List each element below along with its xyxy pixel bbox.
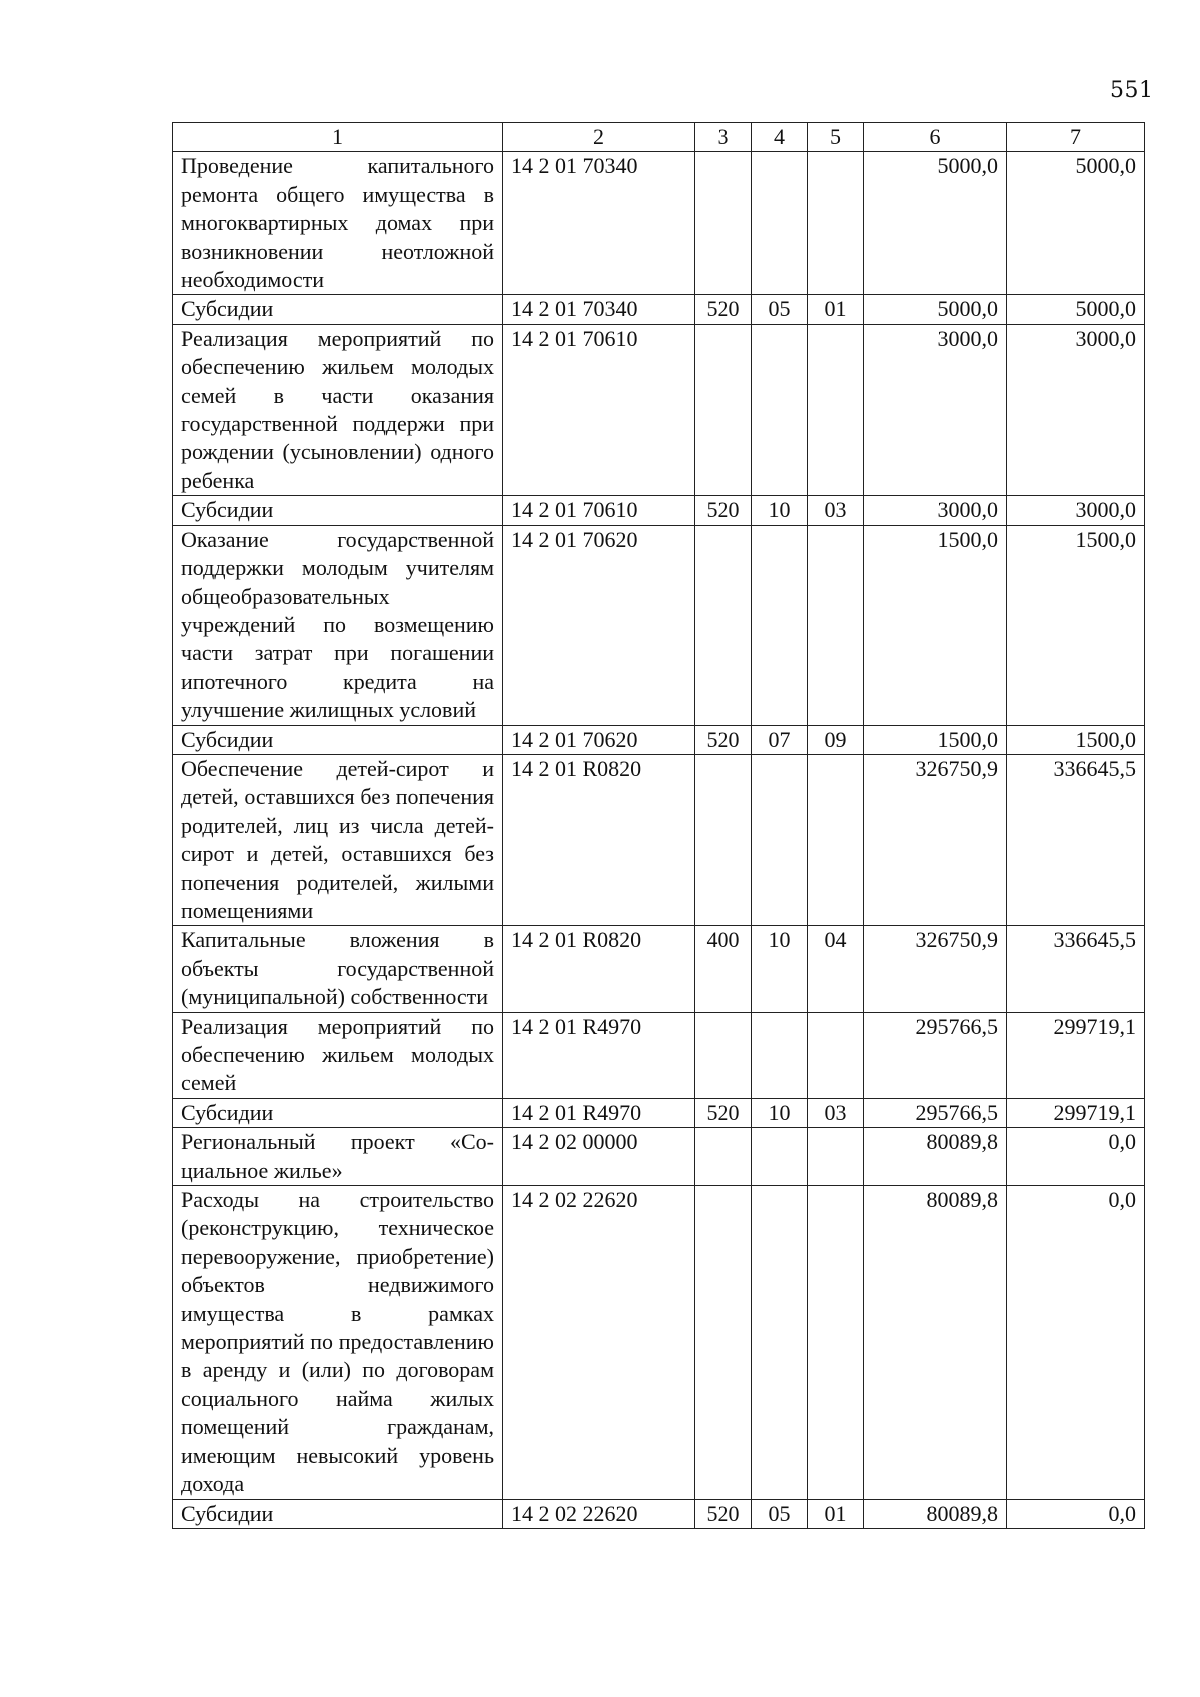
- row-name: Реализация мероприятий по обеспечению жильем молодых семей: [173, 1012, 503, 1098]
- row-name: Субсидии: [173, 1098, 503, 1127]
- row-target-code: 14 2 01 70610: [503, 496, 695, 525]
- row-target-code: 14 2 01 70340: [503, 152, 695, 295]
- row-expense-type: 520: [695, 1098, 752, 1127]
- table-row: [173, 1186, 1145, 1499]
- row-section: [752, 525, 808, 725]
- table-row: [173, 725, 1145, 754]
- row-subsection: [808, 1012, 864, 1098]
- row-expense-type: [695, 525, 752, 725]
- row-expense-type: [695, 1186, 752, 1499]
- row-amount-year-2: 5000,0: [1007, 295, 1145, 324]
- row-target-code: 14 2 02 22620: [503, 1499, 695, 1528]
- row-amount-year-2: 0,0: [1007, 1186, 1145, 1499]
- row-amount-year-1: 3000,0: [864, 496, 1007, 525]
- row-amount-year-1: 326750,9: [864, 754, 1007, 925]
- row-subsection: 03: [808, 1098, 864, 1127]
- row-expense-type: 520: [695, 496, 752, 525]
- row-section: [752, 1186, 808, 1499]
- row-amount-year-1: 80089,8: [864, 1499, 1007, 1528]
- row-name: Расходы на строительство (реконструкцию, техническое перевооружение, приобретение) объектов недвижимого имущества в рамках мероприятий по предоставлению в аренду и (или) по договорам социального найма жилых помещений гражданам, имеющим невысокий уровень дохода: [173, 1186, 503, 1499]
- table-row: [173, 754, 1145, 925]
- row-name: Реализация мероприятий по обеспечению жильем молодых семей в части оказания государственной поддержи при рождении (усыновлении) одного ребенка: [173, 324, 503, 495]
- table-row: [173, 152, 1145, 295]
- row-subsection: 01: [808, 1499, 864, 1528]
- row-section: 07: [752, 725, 808, 754]
- row-section: 10: [752, 496, 808, 525]
- row-amount-year-1: 3000,0: [864, 324, 1007, 495]
- row-expense-type: 520: [695, 725, 752, 754]
- row-subsection: [808, 754, 864, 925]
- row-section: [752, 324, 808, 495]
- row-subsection: 09: [808, 725, 864, 754]
- row-name: Оказание государственной поддержки молодым учителям общеобразовательных учреждений по возмещению части затрат при погашении ипотечного кредита на улучшение жилищных условий: [173, 525, 503, 725]
- row-section: 05: [752, 295, 808, 324]
- row-amount-year-2: 336645,5: [1007, 754, 1145, 925]
- row-amount-year-2: 299719,1: [1007, 1098, 1145, 1127]
- row-target-code: 14 2 01 R0820: [503, 754, 695, 925]
- row-section: [752, 1128, 808, 1186]
- table-row: [173, 1128, 1145, 1186]
- row-name: Проведение капитального ремонта общего имущества в многоквартирных домах при возникновении неотложной необходимости: [173, 152, 503, 295]
- row-subsection: [808, 1186, 864, 1499]
- row-section: 05: [752, 1499, 808, 1528]
- row-expense-type: 520: [695, 1499, 752, 1528]
- column-header-4: 4: [752, 123, 808, 152]
- table-row: [173, 324, 1145, 495]
- row-section: [752, 152, 808, 295]
- row-subsection: [808, 1128, 864, 1186]
- column-header-3: 3: [695, 123, 752, 152]
- page-number: 551: [1110, 78, 1154, 103]
- column-header-7: 7: [1007, 123, 1145, 152]
- row-amount-year-2: 1500,0: [1007, 525, 1145, 725]
- row-section: [752, 754, 808, 925]
- row-target-code: 14 2 01 70620: [503, 525, 695, 725]
- row-target-code: 14 2 01 70620: [503, 725, 695, 754]
- row-amount-year-1: 80089,8: [864, 1186, 1007, 1499]
- row-name: Субсидии: [173, 295, 503, 324]
- row-name: Субсидии: [173, 496, 503, 525]
- row-amount-year-2: 1500,0: [1007, 725, 1145, 754]
- row-subsection: [808, 525, 864, 725]
- row-amount-year-1: 1500,0: [864, 525, 1007, 725]
- table-row: [173, 1012, 1145, 1098]
- row-name: Субсидии: [173, 725, 503, 754]
- row-expense-type: [695, 754, 752, 925]
- row-amount-year-2: 299719,1: [1007, 1012, 1145, 1098]
- row-amount-year-1: 295766,5: [864, 1012, 1007, 1098]
- row-expense-type: 520: [695, 295, 752, 324]
- row-subsection: [808, 152, 864, 295]
- row-expense-type: 400: [695, 926, 752, 1012]
- row-name: Региональный проект «Социальное жилье»: [173, 1128, 503, 1186]
- row-expense-type: [695, 152, 752, 295]
- row-amount-year-1: 1500,0: [864, 725, 1007, 754]
- column-header-5: 5: [808, 123, 864, 152]
- row-target-code: 14 2 02 22620: [503, 1186, 695, 1499]
- row-target-code: 14 2 01 R4970: [503, 1012, 695, 1098]
- row-expense-type: [695, 1012, 752, 1098]
- column-header-2: 2: [503, 123, 695, 152]
- row-amount-year-2: 336645,5: [1007, 926, 1145, 1012]
- row-name: Капитальные вложения в объекты государственной (муниципальной) собственности: [173, 926, 503, 1012]
- row-amount-year-2: 5000,0: [1007, 152, 1145, 295]
- row-name: Обеспечение детей-сирот и детей, оставшихся без попечения родителей, лиц из числа детей-сирот и детей, оставшихся без попечения родителей, жилыми помещениями: [173, 754, 503, 925]
- row-section: [752, 1012, 808, 1098]
- row-amount-year-2: 3000,0: [1007, 496, 1145, 525]
- budget-table: [172, 122, 1145, 1529]
- table-header: [173, 123, 1145, 152]
- row-target-code: 14 2 02 00000: [503, 1128, 695, 1186]
- row-subsection: 01: [808, 295, 864, 324]
- row-amount-year-2: 0,0: [1007, 1499, 1145, 1528]
- row-expense-type: [695, 1128, 752, 1186]
- column-header-1: 1: [173, 123, 503, 152]
- row-target-code: 14 2 01 70610: [503, 324, 695, 495]
- row-expense-type: [695, 324, 752, 495]
- row-amount-year-1: 5000,0: [864, 152, 1007, 295]
- row-subsection: 04: [808, 926, 864, 1012]
- row-amount-year-2: 3000,0: [1007, 324, 1145, 495]
- row-amount-year-1: 295766,5: [864, 1098, 1007, 1127]
- row-target-code: 14 2 01 R4970: [503, 1098, 695, 1127]
- table-row: [173, 525, 1145, 725]
- row-amount-year-2: 0,0: [1007, 1128, 1145, 1186]
- table-body: [173, 152, 1145, 1529]
- header-row: [173, 123, 1145, 152]
- row-amount-year-1: 80089,8: [864, 1128, 1007, 1186]
- row-name: Субсидии: [173, 1499, 503, 1528]
- table-row: [173, 926, 1145, 1012]
- column-header-6: 6: [864, 123, 1007, 152]
- table-row: [173, 496, 1145, 525]
- row-section: 10: [752, 926, 808, 1012]
- row-target-code: 14 2 01 70340: [503, 295, 695, 324]
- row-subsection: [808, 324, 864, 495]
- table-row: [173, 1098, 1145, 1127]
- row-section: 10: [752, 1098, 808, 1127]
- table-row: [173, 1499, 1145, 1528]
- row-target-code: 14 2 01 R0820: [503, 926, 695, 1012]
- row-amount-year-1: 326750,9: [864, 926, 1007, 1012]
- row-subsection: 03: [808, 496, 864, 525]
- row-amount-year-1: 5000,0: [864, 295, 1007, 324]
- table-row: [173, 295, 1145, 324]
